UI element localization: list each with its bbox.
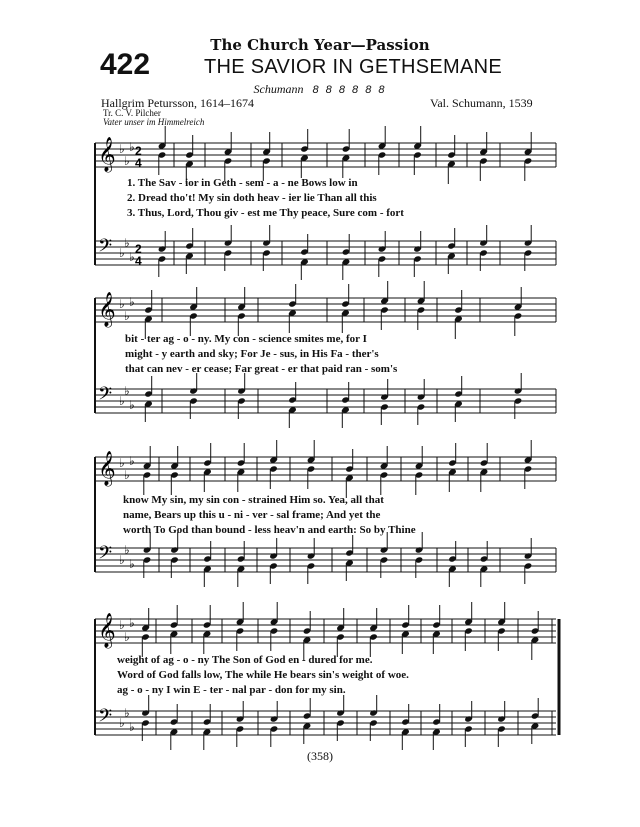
flat-sign: ♭ [119,553,125,567]
time-signature: 4 [135,254,142,268]
composer-credit: Val. Schumann, 1539 [430,96,533,110]
flat-sign: ♭ [119,142,125,156]
hymn-title: THE SAVIOR IN GETHSEMANE [204,56,502,78]
flat-sign: ♭ [119,394,125,408]
bass-clef: 𝄢 [98,384,113,409]
flat-sign: ♭ [129,398,135,412]
flat-sign: ♭ [119,456,125,470]
flat-sign: ♭ [129,454,135,468]
time-signature: 4 [135,156,142,170]
translator-credit: Tr. C. V. Pilcher [103,108,161,118]
flat-sign: ♭ [119,716,125,730]
flat-sign: ♭ [124,630,130,644]
flat-sign: ♭ [129,557,135,571]
treble-clef: 𝄞 [98,137,116,172]
bass-clef: 𝄢 [98,236,113,261]
flat-sign: ♭ [124,468,130,482]
time-signature: 2 [135,144,142,158]
flat-sign: ♭ [124,384,130,398]
flat-sign: ♭ [129,250,135,264]
author-credit: Hallgrim Petursson, 1614–1674 [101,96,254,110]
flat-sign: ♭ [124,236,130,250]
hymn-number: 422 [100,48,151,81]
lyric-line: know My sin, my sin con - strained Him so. Yea, all that [123,494,384,506]
flat-sign: ♭ [119,297,125,311]
flat-sign: ♭ [129,140,135,154]
flat-sign: ♭ [129,720,135,734]
lyric-line: might - y earth and sky; For Je - sus, in His Fa - ther's [125,348,379,360]
lyric-line: worth To God than bound - less heav'n and earth: So by Thine [123,524,416,536]
flat-sign: ♭ [129,616,135,630]
meter: 8 8 8 8 8 8 [312,84,387,96]
flat-sign: ♭ [124,706,130,720]
flat-sign: ♭ [124,543,130,557]
flat-sign: ♭ [124,154,130,168]
bass-clef: 𝄢 [98,543,113,568]
lyric-line: weight of ag - o - ny The Son of God en - dured for me. [117,654,373,666]
tune-source: Vater unser im Himmelreich [103,117,205,127]
flat-sign: ♭ [129,295,135,309]
treble-clef: 𝄞 [98,451,116,486]
treble-clef: 𝄞 [98,613,116,648]
section-heading: The Church Year—Passion [210,36,430,54]
lyric-line: that can nev - er cease; Far great - er that paid ran - som's [125,363,398,375]
page-number: (358) [307,749,333,763]
lyric-line: ag - o - ny I win E - ter - nal par - don for my sin. [117,684,346,696]
lyric-line: bit - ter ag - o - ny. My con - science smites me, for I [125,333,367,345]
bass-clef: 𝄢 [98,706,113,731]
flat-sign: ♭ [119,246,125,260]
lyric-line: 2. Dread tho't! My sin doth heav - ier lie Than all this [127,192,377,204]
flat-sign: ♭ [119,618,125,632]
lyric-line: 3. Thus, Lord, Thou giv - est me Thy peace, Sure com - fort [127,207,404,219]
treble-clef: 𝄞 [98,292,116,327]
time-signature: 2 [135,242,142,256]
lyric-line: Word of God falls low, The while He bears sin's weight of woe. [117,669,409,681]
tune-name: Schumann [253,82,304,96]
flat-sign: ♭ [124,309,130,323]
lyric-line: 1. The Sav - ior in Geth - sem - a - ne Bows low in [127,177,358,189]
lyric-line: name, Bears up this u - ni - ver - sal frame; And yet the [123,509,381,521]
